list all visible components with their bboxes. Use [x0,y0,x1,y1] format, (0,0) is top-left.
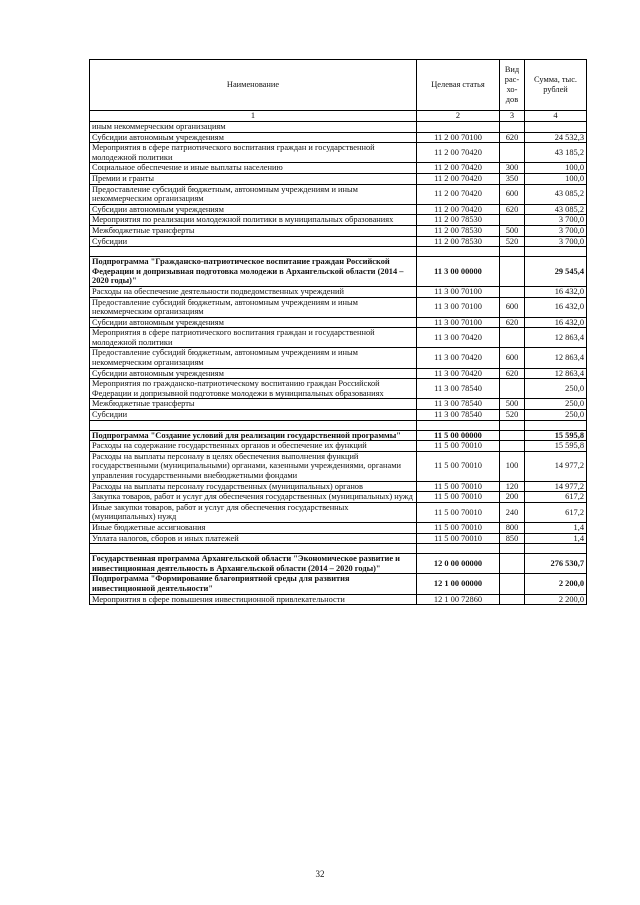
empty-cell [500,544,525,554]
row-target-article: 11 2 00 70420 [417,173,500,184]
row-expense-type: 100 [500,451,525,481]
table-row [90,286,587,297]
budget-table [89,59,587,605]
col-number: 2 [417,111,500,122]
row-amount: 43 085,2 [525,204,587,215]
row-amount: 1,4 [525,522,587,533]
empty-cell [500,420,525,430]
row-expense-type: 350 [500,173,525,184]
table-row [90,297,587,317]
row-target-article: 11 3 00 70100 [417,317,500,328]
row-expense-type: 120 [500,481,525,492]
row-amount: 276 530,7 [525,554,587,574]
program-row [90,430,587,441]
table-row [90,236,587,247]
row-amount: 12 863,4 [525,368,587,379]
row-amount: 250,0 [525,410,587,421]
empty-cell [90,420,417,430]
row-expense-type [500,122,525,133]
row-name: Субсидии [90,236,417,247]
row-name: Закупка товаров, работ и услуг для обеспечения государственных (муниципальных) нужд [90,492,417,503]
table-row [90,399,587,410]
row-expense-type: 600 [500,184,525,204]
row-target-article: 11 2 00 70420 [417,204,500,215]
table-row [90,492,587,503]
row-target-article: 12 1 00 00000 [417,574,500,594]
row-expense-type: 620 [500,368,525,379]
header-expense-type: Вид рас-хо-дов [500,60,525,111]
table-row [90,184,587,204]
row-amount: 100,0 [525,173,587,184]
row-name: Иные закупки товаров, работ и услуг для обеспечения государственных (муниципальных) нужд [90,502,417,522]
row-amount: 29 545,4 [525,257,587,287]
row-name: Расходы на выплаты персоналу государственных (муниципальных) органов [90,481,417,492]
row-target-article: 11 5 00 70010 [417,481,500,492]
row-name: Субсидии [90,410,417,421]
row-expense-type [500,215,525,226]
row-name: Межбюджетные трансферты [90,399,417,410]
row-amount: 14 977,2 [525,451,587,481]
empty-cell [417,420,500,430]
table-row [90,348,587,368]
table-row [90,594,587,605]
empty-cell [525,247,587,257]
row-target-article [417,122,500,133]
program-row [90,554,587,574]
row-target-article: 11 2 00 70420 [417,163,500,174]
row-expense-type [500,574,525,594]
row-name: Субсидии автономным учреждениям [90,132,417,143]
row-target-article: 11 2 00 70100 [417,132,500,143]
row-expense-type: 240 [500,502,525,522]
header-name: Наименование [90,60,417,111]
table-row [90,451,587,481]
table-row [90,328,587,348]
spacer-row [90,247,587,257]
row-expense-type: 600 [500,297,525,317]
row-amount: 43 185,2 [525,143,587,163]
row-expense-type: 520 [500,236,525,247]
header-target-article: Целевая статья [417,60,500,111]
row-expense-type: 200 [500,492,525,503]
row-name: Уплата налогов, сборов и иных платежей [90,533,417,544]
row-amount: 12 863,4 [525,328,587,348]
row-target-article: 11 2 00 70420 [417,143,500,163]
row-name: Мероприятия по реализации молодежной политики в муниципальных образованиях [90,215,417,226]
row-amount: 16 432,0 [525,286,587,297]
row-expense-type: 500 [500,399,525,410]
row-amount: 2 200,0 [525,574,587,594]
row-amount: 250,0 [525,399,587,410]
row-name: Расходы на выплаты персоналу в целях обеспечения выполнения функций государственными (муниципальными) органами, казенными учреждениями, органами управления государственными внебюджетными фондами [90,451,417,481]
table-row [90,522,587,533]
empty-cell [90,544,417,554]
table-row [90,481,587,492]
row-target-article: 11 5 00 70010 [417,502,500,522]
row-expense-type: 800 [500,522,525,533]
row-name: Субсидии автономным учреждениям [90,204,417,215]
row-name: Мероприятия в сфере патриотического воспитания граждан и государственной молодежной политики [90,143,417,163]
row-name: Мероприятия по гражданско-патриотическому воспитанию граждан Российской Федерации и допризывной подготовке молодежи в муниципальных образованиях [90,379,417,399]
row-target-article: 11 3 00 70100 [417,297,500,317]
row-expense-type: 850 [500,533,525,544]
table-row [90,204,587,215]
row-expense-type [500,257,525,287]
row-expense-type: 300 [500,163,525,174]
row-target-article: 12 1 00 72860 [417,594,500,605]
row-name: Предоставление субсидий бюджетным, автономным учреждениям и иным некоммерческим организациям [90,184,417,204]
empty-cell [417,247,500,257]
row-target-article: 11 5 00 70010 [417,451,500,481]
row-name: Расходы на обеспечение деятельности подведомственных учреждений [90,286,417,297]
empty-cell [500,247,525,257]
row-target-article: 11 5 00 70010 [417,441,500,452]
row-name: Премии и гранты [90,173,417,184]
empty-cell [525,420,587,430]
header-amount: Сумма, тыс. рублей [525,60,587,111]
row-name: Мероприятия в сфере повышения инвестиционной привлекательности [90,594,417,605]
program-row [90,574,587,594]
row-name: иным некоммерческим организациям [90,122,417,133]
row-amount [525,122,587,133]
row-name: Иные бюджетные ассигнования [90,522,417,533]
row-expense-type [500,143,525,163]
row-amount: 15 595,8 [525,441,587,452]
table-row [90,502,587,522]
row-name: Субсидии автономным учреждениям [90,317,417,328]
row-target-article: 11 2 00 70420 [417,184,500,204]
table-header [90,60,587,122]
row-amount: 2 200,0 [525,594,587,605]
row-name: Предоставление субсидий бюджетным, автономным учреждениям и иным некоммерческим организациям [90,348,417,368]
row-target-article: 11 3 00 70100 [417,286,500,297]
table-row [90,163,587,174]
row-name: Подпрограмма "Гражданско-патриотическое воспитание граждан Российской Федерации и допризывная подготовка молодежи в Архангельской области (2014 – 2020 годы)" [90,257,417,287]
row-name: Предоставление субсидий бюджетным, автономным учреждениям и иным некоммерческим организациям [90,297,417,317]
col-number: 3 [500,111,525,122]
row-expense-type: 520 [500,410,525,421]
table-row [90,225,587,236]
spacer-row [90,420,587,430]
table-row [90,143,587,163]
row-name: Расходы на содержание государственных органов и обеспечение их функций [90,441,417,452]
row-target-article: 11 5 00 70010 [417,533,500,544]
spacer-row [90,544,587,554]
row-amount: 16 432,0 [525,317,587,328]
row-amount: 15 595,8 [525,430,587,441]
row-expense-type: 500 [500,225,525,236]
col-number: 1 [90,111,417,122]
row-amount: 3 700,0 [525,236,587,247]
row-amount: 43 085,2 [525,184,587,204]
row-amount: 617,2 [525,502,587,522]
row-target-article: 11 3 00 70420 [417,348,500,368]
row-expense-type: 620 [500,132,525,143]
table-row [90,533,587,544]
row-target-article: 11 2 00 78530 [417,225,500,236]
program-row [90,257,587,287]
row-expense-type [500,430,525,441]
row-target-article: 11 3 00 70420 [417,368,500,379]
row-amount: 1,4 [525,533,587,544]
row-expense-type [500,379,525,399]
table-row [90,215,587,226]
empty-cell [417,544,500,554]
row-name: Межбюджетные трансферты [90,225,417,236]
table-row [90,132,587,143]
row-target-article: 11 3 00 70420 [417,328,500,348]
row-target-article: 11 3 00 78540 [417,410,500,421]
row-amount: 14 977,2 [525,481,587,492]
empty-cell [525,544,587,554]
table-row [90,410,587,421]
row-name: Субсидии автономным учреждениям [90,368,417,379]
row-amount: 617,2 [525,492,587,503]
empty-cell [90,247,417,257]
page-number: 32 [315,869,325,879]
row-expense-type: 620 [500,204,525,215]
row-amount: 100,0 [525,163,587,174]
row-target-article: 11 5 00 00000 [417,430,500,441]
table-row [90,317,587,328]
row-target-article: 11 3 00 78540 [417,379,500,399]
row-amount: 3 700,0 [525,225,587,236]
row-target-article: 11 3 00 78540 [417,399,500,410]
row-target-article: 12 0 00 00000 [417,554,500,574]
row-expense-type [500,441,525,452]
row-expense-type [500,594,525,605]
row-target-article: 11 5 00 70010 [417,492,500,503]
table-row [90,122,587,133]
row-name: Государственная программа Архангельской области "Экономическое развитие и инвестиционная деятельность в Архангельской области (2014 – 2020 годы)" [90,554,417,574]
table-row [90,173,587,184]
row-target-article: 11 5 00 70010 [417,522,500,533]
row-expense-type [500,554,525,574]
row-amount: 3 700,0 [525,215,587,226]
row-expense-type: 620 [500,317,525,328]
row-amount: 24 532,3 [525,132,587,143]
row-target-article: 11 2 00 78530 [417,215,500,226]
row-name: Мероприятия в сфере патриотического воспитания граждан и государственной молодежной политики [90,328,417,348]
table-row [90,441,587,452]
row-expense-type [500,286,525,297]
row-name: Подпрограмма "Формирование благоприятной среды для развития инвестиционной деятельности" [90,574,417,594]
row-amount: 16 432,0 [525,297,587,317]
table-row [90,368,587,379]
row-expense-type [500,328,525,348]
row-name: Социальное обеспечение и иные выплаты населению [90,163,417,174]
row-target-article: 11 3 00 00000 [417,257,500,287]
table-row [90,379,587,399]
col-number: 4 [525,111,587,122]
row-expense-type: 600 [500,348,525,368]
row-name: Подпрограмма "Создание условий для реализации государственной программы" [90,430,417,441]
row-amount: 12 863,4 [525,348,587,368]
row-amount: 250,0 [525,379,587,399]
row-target-article: 11 2 00 78530 [417,236,500,247]
table-body [90,122,587,605]
